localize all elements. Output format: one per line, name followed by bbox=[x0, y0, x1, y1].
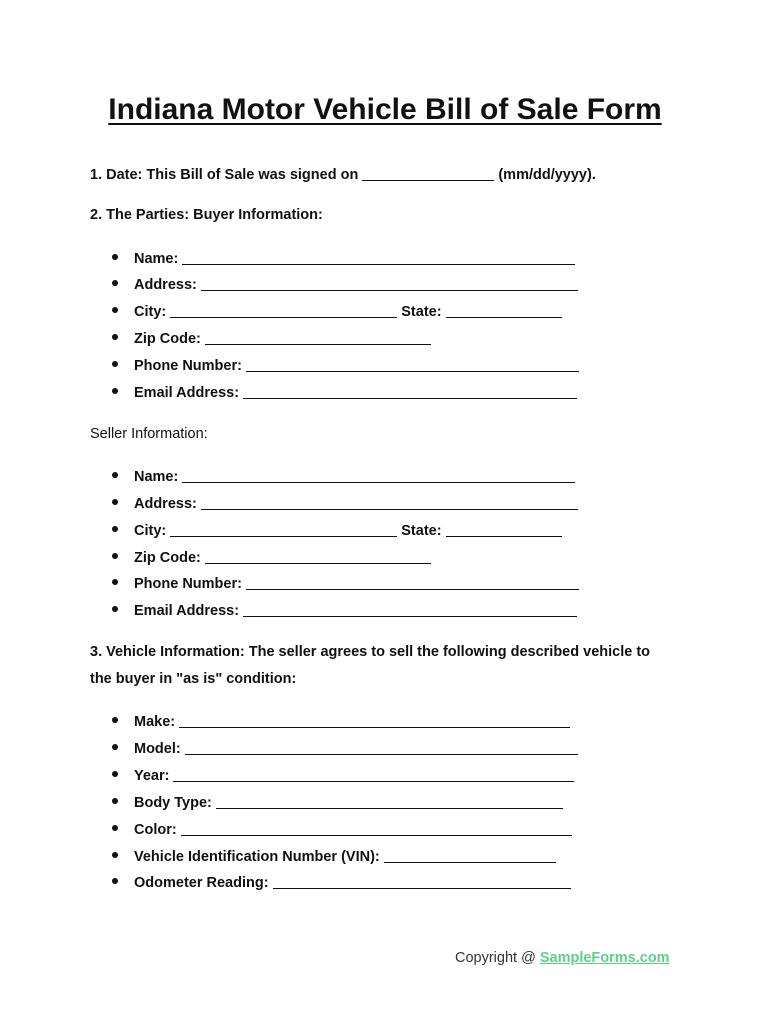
vehicle-color-label: Color: bbox=[134, 822, 177, 838]
vehicle-vin-row bbox=[112, 847, 556, 867]
seller-name-label: Name: bbox=[134, 469, 179, 485]
vehicle-model-label: Model: bbox=[134, 741, 181, 757]
buyer-phone-label: Phone Number: bbox=[134, 358, 242, 374]
vehicle-model-row bbox=[112, 739, 578, 759]
seller-name-blank[interactable] bbox=[182, 468, 575, 483]
date-line bbox=[90, 166, 596, 183]
buyer-state-blank[interactable] bbox=[446, 303, 562, 318]
buyer-zip-blank[interactable] bbox=[205, 330, 431, 345]
vehicle-make-blank[interactable] bbox=[179, 713, 570, 728]
seller-address-row bbox=[112, 494, 578, 514]
bullet-icon bbox=[112, 852, 118, 858]
bullet-icon bbox=[112, 280, 118, 286]
seller-city-row bbox=[112, 521, 562, 541]
buyer-address-blank[interactable] bbox=[201, 276, 578, 291]
buyer-name-label: Name: bbox=[134, 251, 179, 267]
buyer-city-label: City: bbox=[134, 304, 167, 320]
seller-email-row bbox=[112, 601, 577, 621]
vehicle-make-row bbox=[112, 712, 570, 732]
vehicle-year-row bbox=[112, 766, 574, 786]
page-title: Indiana Motor Vehicle Bill of Sale Form bbox=[108, 93, 662, 126]
buyer-zip-label: Zip Code: bbox=[134, 331, 201, 347]
bullet-icon bbox=[112, 307, 118, 313]
buyer-heading: 2. The Parties: Buyer Information: bbox=[90, 207, 323, 223]
date-blank[interactable] bbox=[362, 166, 494, 181]
buyer-name-blank[interactable] bbox=[182, 250, 575, 265]
buyer-phone-row bbox=[112, 356, 579, 376]
seller-zip-blank[interactable] bbox=[205, 549, 431, 564]
copyright-footer bbox=[455, 950, 670, 966]
buyer-address-row bbox=[112, 275, 578, 295]
bullet-icon bbox=[112, 606, 118, 612]
vehicle-vin-label: Vehicle Identification Number (VIN): bbox=[134, 849, 380, 865]
buyer-email-label: Email Address: bbox=[134, 385, 240, 401]
vehicle-odometer-row bbox=[112, 873, 571, 893]
seller-name-row bbox=[112, 467, 575, 487]
seller-email-label: Email Address: bbox=[134, 603, 240, 619]
bullet-icon bbox=[112, 499, 118, 505]
seller-state-blank[interactable] bbox=[446, 522, 562, 537]
bullet-icon bbox=[112, 744, 118, 750]
seller-address-label: Address: bbox=[134, 496, 197, 512]
bullet-icon bbox=[112, 771, 118, 777]
buyer-name-row bbox=[112, 249, 575, 269]
vehicle-year-blank[interactable] bbox=[173, 767, 574, 782]
seller-phone-row bbox=[112, 574, 579, 594]
buyer-state-label: State: bbox=[401, 304, 442, 320]
seller-email-blank[interactable] bbox=[243, 602, 577, 617]
bullet-icon bbox=[112, 388, 118, 394]
date-format: (mm/dd/yyyy). bbox=[498, 167, 596, 183]
vehicle-model-blank[interactable] bbox=[185, 740, 578, 755]
bullet-icon bbox=[112, 553, 118, 559]
buyer-email-row bbox=[112, 383, 577, 403]
seller-address-blank[interactable] bbox=[201, 495, 578, 510]
seller-zip-row bbox=[112, 548, 431, 568]
vehicle-odometer-blank[interactable] bbox=[273, 874, 571, 889]
buyer-city-row bbox=[112, 302, 562, 322]
vehicle-heading-line1: 3. Vehicle Information: The seller agrees to sell the following described vehicle to bbox=[90, 644, 651, 660]
buyer-zip-row bbox=[112, 329, 431, 349]
brand-link[interactable]: SampleForms.com bbox=[539, 950, 670, 966]
seller-state-label: State: bbox=[401, 523, 442, 539]
bullet-icon bbox=[112, 798, 118, 804]
buyer-address-label: Address: bbox=[134, 277, 197, 293]
vehicle-year-label: Year: bbox=[134, 768, 170, 784]
bullet-icon bbox=[112, 361, 118, 367]
vehicle-vin-blank[interactable] bbox=[384, 848, 556, 863]
vehicle-color-row bbox=[112, 820, 572, 840]
seller-zip-label: Zip Code: bbox=[134, 550, 201, 566]
bullet-icon bbox=[112, 878, 118, 884]
bullet-icon bbox=[112, 717, 118, 723]
bullet-icon bbox=[112, 825, 118, 831]
vehicle-heading-line2: the buyer in "as is" condition: bbox=[90, 671, 297, 687]
bullet-icon bbox=[112, 254, 118, 260]
vehicle-body-label: Body Type: bbox=[134, 795, 212, 811]
seller-city-label: City: bbox=[134, 523, 167, 539]
bullet-icon bbox=[112, 472, 118, 478]
date-label: 1. Date: This Bill of Sale was signed on bbox=[90, 167, 359, 183]
buyer-email-blank[interactable] bbox=[243, 384, 577, 399]
seller-phone-label: Phone Number: bbox=[134, 576, 242, 592]
bullet-icon bbox=[112, 334, 118, 340]
vehicle-body-blank[interactable] bbox=[216, 794, 563, 809]
seller-city-blank[interactable] bbox=[170, 522, 397, 537]
seller-phone-blank[interactable] bbox=[246, 575, 579, 590]
vehicle-odometer-label: Odometer Reading: bbox=[134, 875, 269, 891]
vehicle-color-blank[interactable] bbox=[181, 821, 572, 836]
vehicle-make-label: Make: bbox=[134, 714, 176, 730]
vehicle-body-row bbox=[112, 793, 563, 813]
buyer-city-blank[interactable] bbox=[170, 303, 397, 318]
bullet-icon bbox=[112, 526, 118, 532]
bullet-icon bbox=[112, 579, 118, 585]
seller-heading: Seller Information: bbox=[90, 426, 208, 442]
buyer-phone-blank[interactable] bbox=[246, 357, 579, 372]
copyright-text: Copyright @ bbox=[455, 950, 536, 966]
